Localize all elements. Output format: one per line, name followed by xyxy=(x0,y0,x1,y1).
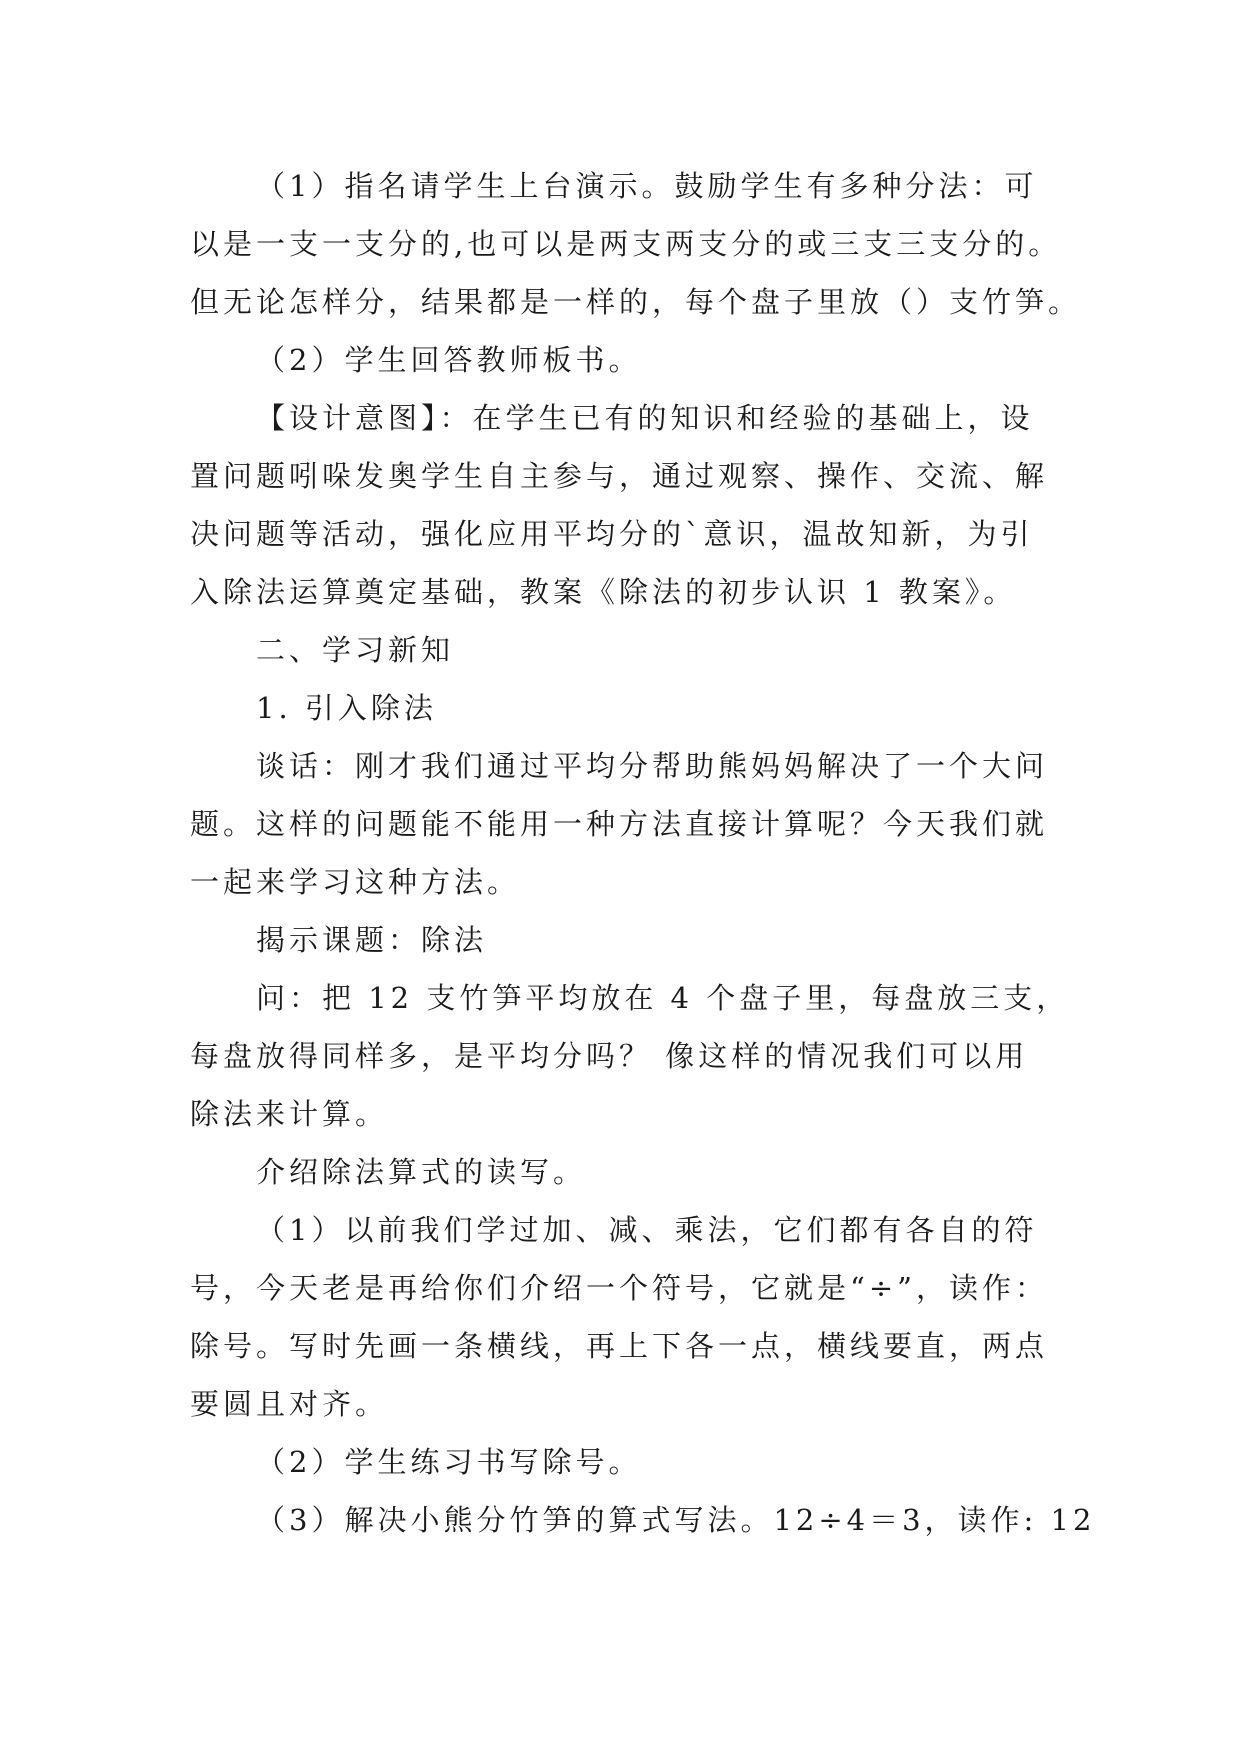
paragraph-line: 除法来计算。 xyxy=(190,1097,389,1131)
subsection-heading: 1. 引入除法 xyxy=(256,691,437,725)
paragraph-line: 要圆且对齐。 xyxy=(190,1387,389,1421)
paragraph-line: 每盘放得同样多，是平均分吗？ 像这样的情况我们可以用 xyxy=(190,1039,1029,1073)
paragraph-line: 入除法运算奠定基础，教案《除法的初步认识 1 教案》。 xyxy=(190,575,1017,609)
paragraph-line: 揭示课题：除法 xyxy=(256,923,488,957)
paragraph-line: （3）解决小熊分竹笋的算式写法。12÷4＝3，读作: 12 xyxy=(256,1503,1096,1537)
paragraph-line: （1）以前我们学过加、减、乘法，它们都有各自的符 xyxy=(256,1213,1038,1247)
paragraph-line: （1）指名请学生上台演示。鼓励学生有多种分法：可 xyxy=(256,169,1038,203)
paragraph-line: 但无论怎样分，结果都是一样的，每个盘子里放（）支竹笋。 xyxy=(190,285,1082,319)
section-heading: 二、学习新知 xyxy=(256,633,455,667)
paragraph-line: 以是一支一支分的,也可以是两支两支分的或三支三支分的。 xyxy=(190,227,1062,261)
paragraph-line: 【设计意图】：在学生已有的知识和经验的基础上，设 xyxy=(256,401,1034,435)
paragraph-line: 题。这样的问题能不能用一种方法直接计算呢？今天我们就 xyxy=(190,807,1049,841)
paragraph-line: 介绍除法算式的读写。 xyxy=(256,1155,587,1189)
paragraph-line: 号，今天老是再给你们介绍一个符号，它就是“÷”，读作： xyxy=(190,1271,1048,1305)
paragraph-line: 决问题等活动，强化应用平均分的`意识，温故知新，为引 xyxy=(190,517,1034,551)
paragraph-line: 除号。写时先画一条横线，再上下各一点，横线要直，两点 xyxy=(190,1329,1049,1363)
paragraph-line: 一起来学习这种方法。 xyxy=(190,865,521,899)
paragraph-line: 置问题吲哚发奥学生自主参与，通过观察、操作、交流、解 xyxy=(190,459,1049,493)
paragraph-line: （2）学生回答教师板书。 xyxy=(256,343,642,377)
paragraph-line: （2）学生练习书写除号。 xyxy=(256,1445,642,1479)
paragraph-line: 问：把 12 支竹笋平均放在 4 个盘子里，每盘放三支， xyxy=(256,981,1070,1015)
paragraph-line: 谈话：刚才我们通过平均分帮助熊妈妈解决了一个大问 xyxy=(256,749,1049,783)
